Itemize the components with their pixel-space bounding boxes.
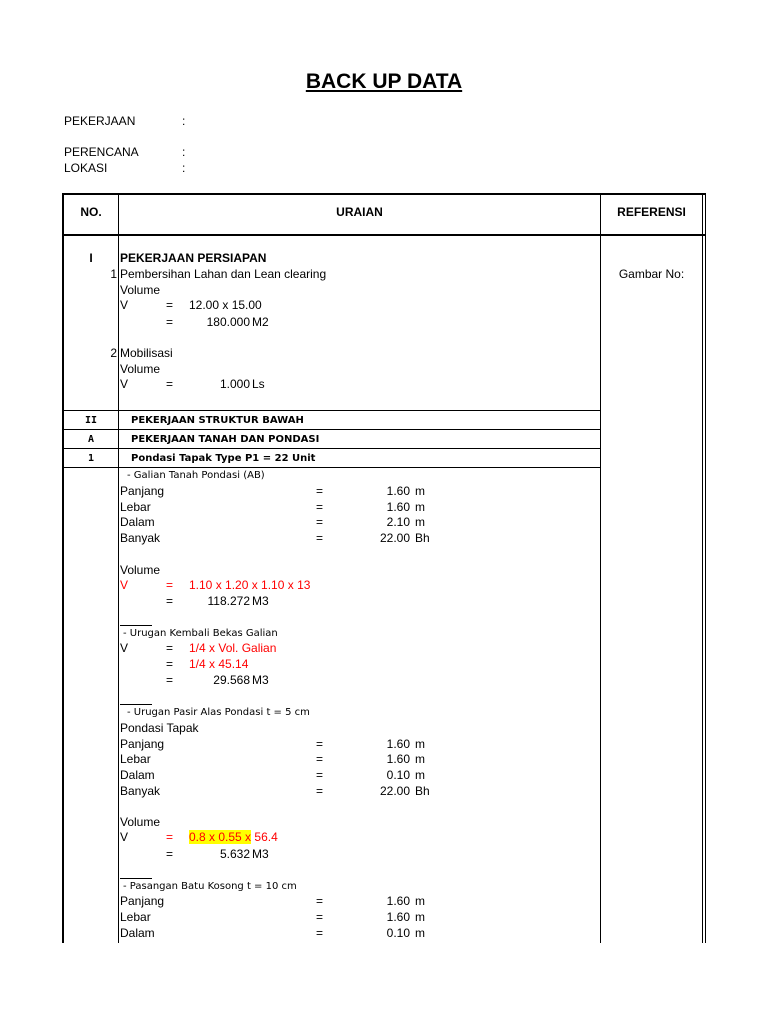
galian-row-label: Dalam — [120, 515, 155, 529]
urugan-v-label: V — [120, 641, 129, 655]
item1-eq2: = — [166, 315, 174, 329]
pasir-result-value: 5.632 — [219, 847, 250, 861]
galian-row-value: 1.60 — [386, 500, 410, 514]
batu-row-value: 1.60 — [386, 894, 410, 908]
pasir-calc-rest: 56.4 — [254, 830, 278, 844]
galian-row-eq: = — [316, 500, 324, 514]
galian-row-eq: = — [316, 515, 324, 529]
item-pondasi-no: 1 — [87, 453, 95, 464]
item1-v-label: V — [120, 298, 129, 312]
row-divider-1-top — [62, 448, 600, 449]
pasir-row-eq: = — [316, 737, 324, 751]
pasir-row-unit: m — [415, 737, 425, 751]
item1-result-unit: M2 — [252, 315, 269, 329]
item2-label: Mobilisasi — [120, 346, 173, 360]
section1-no: I — [89, 251, 93, 265]
galian-row-unit: Bh — [415, 531, 430, 545]
item1-label: Pembersihan Lahan dan Lean clearing — [120, 267, 327, 281]
batu-row-label: Dalam — [120, 926, 155, 940]
pasir-row-label: Lebar — [120, 752, 151, 766]
pasir-calc-highlighted-text: 0.8 x 0.55 x — [189, 830, 252, 844]
table-left-border — [62, 193, 64, 943]
row-divider-a-top — [62, 429, 600, 430]
galian-row-label: Panjang — [120, 484, 165, 498]
galian-row-value: 1.60 — [386, 484, 410, 498]
galian-result-value: 118.272 — [207, 594, 250, 608]
galian-v-label: V — [120, 578, 129, 592]
batu-row-value: 1.60 — [386, 910, 410, 924]
pasir-result-unit: M3 — [252, 847, 269, 861]
header-no: NO. — [80, 205, 102, 219]
pasir-row-value: 0.10 — [386, 768, 410, 782]
batu-row-label: Panjang — [120, 894, 165, 908]
item1-volume-label: Volume — [120, 283, 161, 297]
table-right-border-inner — [702, 193, 703, 943]
item2-result-value: 1.000 — [219, 377, 250, 391]
col-divider-uraian — [600, 193, 601, 943]
pasir-row-value: 1.60 — [386, 752, 410, 766]
urugan-v-tick — [118, 641, 119, 654]
galian-row-label: Banyak — [120, 531, 161, 545]
pasir-row-value: 22.00 — [379, 784, 410, 798]
subsection-a-no: A — [87, 434, 95, 445]
urugan-title: - Urugan Kembali Bekas Galian — [123, 628, 278, 639]
batu-row-unit: m — [415, 910, 425, 924]
galian-row-eq: = — [316, 484, 324, 498]
item2-result-unit: Ls — [252, 377, 265, 391]
pasir-v-label: V — [120, 830, 129, 844]
row-divider-1-bottom — [62, 467, 600, 468]
batu-row-eq: = — [316, 910, 324, 924]
item2-eq: = — [166, 377, 174, 391]
galian-volume-label: Volume — [120, 563, 161, 577]
batu-row-value: 0.10 — [386, 926, 410, 940]
lokasi-colon: : — [182, 161, 186, 175]
galian-row-label: Lebar — [120, 500, 151, 514]
table-header-bottom-border — [62, 234, 706, 236]
pasir-subtitle: Pondasi Tapak — [120, 721, 199, 735]
header-uraian: URAIAN — [336, 205, 383, 219]
batu-row-unit: m — [415, 894, 425, 908]
galian-eq1: = — [166, 578, 174, 592]
batu-row-eq: = — [316, 894, 324, 908]
pasir-row-eq: = — [316, 768, 324, 782]
item2-volume-label: Volume — [120, 362, 161, 376]
row-divider-ii-top — [62, 410, 600, 411]
subsection-a-title: PEKERJAAN TANAH DAN PONDASI — [131, 434, 320, 445]
pasir-short-line — [120, 704, 152, 705]
galian-eq2: = — [166, 594, 174, 608]
section2-title: PEKERJAAN STRUKTUR BAWAH — [131, 415, 304, 426]
header-referensi: REFERENSI — [617, 205, 686, 219]
pasir-row-unit: m — [415, 768, 425, 782]
batu-row-label: Lebar — [120, 910, 151, 924]
section1-title: PEKERJAAN PERSIAPAN — [120, 251, 267, 265]
pasir-row-label: Panjang — [120, 737, 165, 751]
pekerjaan-colon: : — [182, 114, 186, 128]
galian-row-value: 22.00 — [379, 531, 410, 545]
urugan-eq3: = — [166, 673, 174, 687]
item1-no: 1 — [110, 267, 117, 281]
perencana-label: PERENCANA — [64, 145, 139, 159]
galian-row-unit: m — [415, 515, 425, 529]
batu-row-unit: m — [415, 926, 425, 940]
lokasi-label: LOKASI — [64, 161, 108, 175]
batu-short-line — [120, 878, 152, 879]
batu-title: - Pasangan Batu Kosong t = 10 cm — [123, 881, 297, 892]
item1-eq1: = — [166, 298, 174, 312]
urugan-calc2: 1/4 x 45.14 — [189, 657, 249, 671]
pasir-row-unit: m — [415, 752, 425, 766]
pasir-row-label: Banyak — [120, 784, 161, 798]
galian-row-eq: = — [316, 531, 324, 545]
section2-no: II — [84, 415, 98, 426]
pasir-eq2: = — [166, 847, 174, 861]
galian-title: - Galian Tanah Pondasi (AB) — [127, 470, 265, 481]
pekerjaan-label: PEKERJAAN — [64, 114, 136, 128]
galian-result-unit: M3 — [252, 594, 269, 608]
pasir-row-label: Dalam — [120, 768, 155, 782]
pasir-title: - Urugan Pasir Alas Pondasi t = 5 cm — [127, 707, 310, 718]
urugan-result-unit: M3 — [252, 673, 269, 687]
pasir-volume-label: Volume — [120, 815, 161, 829]
urugan-eq1: = — [166, 641, 174, 655]
table-right-border-outer — [705, 193, 706, 943]
pasir-calc-highlight — [189, 830, 278, 844]
galian-row-value: 2.10 — [386, 515, 410, 529]
urugan-eq2: = — [166, 657, 174, 671]
perencana-colon: : — [182, 145, 186, 159]
pasir-row-eq: = — [316, 784, 324, 798]
table-top-border — [62, 193, 706, 195]
pasir-eq1: = — [166, 830, 174, 844]
pasir-row-value: 1.60 — [386, 737, 410, 751]
item2-v-label: V — [120, 377, 129, 391]
item1-calc: 12.00 x 15.00 — [189, 298, 262, 312]
galian-calc: 1.10 x 1.20 x 1.10 x 13 — [189, 578, 311, 592]
item-pondasi-title: Pondasi Tapak Type P1 = 22 Unit — [131, 453, 316, 464]
batu-row-eq: = — [316, 926, 324, 940]
urugan-result-value: 29.568 — [213, 673, 250, 687]
urugan-short-line — [120, 625, 152, 626]
urugan-calc1: 1/4 x Vol. Galian — [189, 641, 277, 655]
item2-no: 2 — [110, 346, 117, 360]
galian-row-unit: m — [415, 500, 425, 514]
col-divider-no — [118, 193, 119, 943]
pasir-row-unit: Bh — [415, 784, 430, 798]
item1-result-value: 180.000 — [206, 315, 250, 329]
page-title: BACK UP DATA — [305, 70, 463, 93]
pasir-row-eq: = — [316, 752, 324, 766]
referensi-gambar: Gambar No: — [618, 267, 685, 281]
galian-row-unit: m — [415, 484, 425, 498]
